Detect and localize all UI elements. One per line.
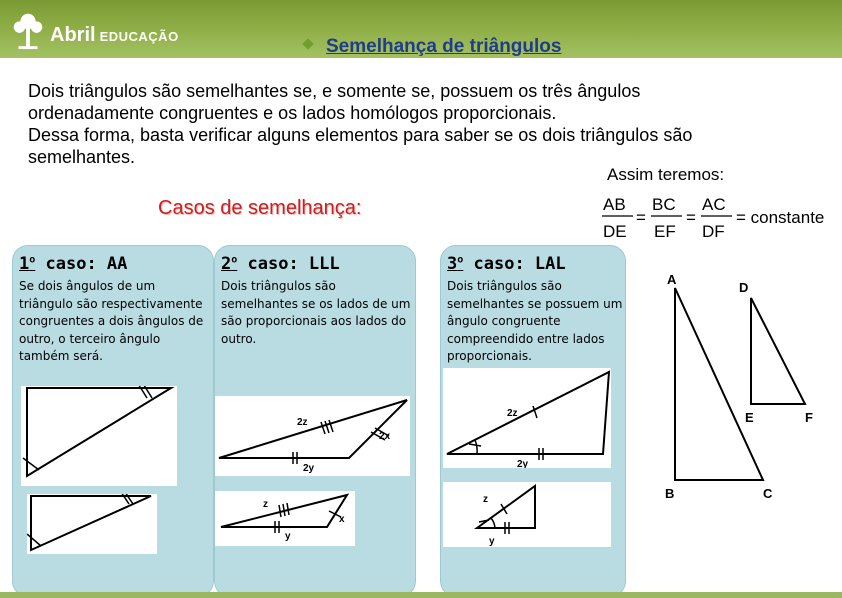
tree-logo-icon: [10, 10, 46, 50]
lal-big-triangle-figure: [443, 368, 611, 468]
vertex-f: F: [805, 410, 813, 425]
abc-def-triangles-figure: [655, 268, 825, 508]
lll-small-label-a: z: [263, 499, 268, 510]
case-card-lal: [440, 245, 626, 597]
formula-f3-den: DF: [702, 222, 725, 241]
formula-f3-num: AC: [702, 195, 726, 214]
case-card-lll: [214, 245, 416, 597]
vertex-b: B: [665, 486, 675, 501]
case-title: 1$^o$ caso: AA: [19, 254, 128, 274]
lll-small-label-b: x: [339, 514, 345, 525]
lll-small-label-c: y: [285, 531, 291, 542]
brand-name: Abril: [50, 24, 96, 46]
case-text: Dois triângulos são semelhantes se os lados de um são proporcionais aos lados do outro.: [221, 279, 411, 346]
formula-f2-den: EF: [654, 222, 676, 241]
header-stripe: [0, 58, 842, 64]
formula-eq: =: [636, 208, 646, 227]
vertex-e: E: [745, 410, 754, 425]
formula-f1-den: DE: [603, 222, 627, 241]
vertex-d: D: [739, 280, 749, 295]
lll-big-label-a: 2z: [297, 417, 308, 428]
assim-text: Assim teremos:: [607, 165, 725, 184]
case-card-aa: [12, 245, 214, 597]
intro-line: semelhantes.: [28, 147, 136, 167]
brand-logo: [50, 24, 179, 47]
formula-eq: =: [686, 208, 696, 227]
intro-line: Dessa forma, basta verificar alguns elementos para saber se os dois triângulos são: [28, 125, 693, 145]
aa-small-triangle-figure: [27, 494, 157, 554]
casos-title: Casos de semelhança:: [158, 197, 362, 219]
lal-small-triangle-figure: [443, 482, 611, 547]
case-title: 2$^o$ caso: LLL: [221, 254, 340, 274]
lll-big-triangle-figure: [215, 396, 410, 476]
vertex-a: A: [667, 272, 677, 287]
lal-big-label-a: 2z: [507, 408, 518, 419]
intro-line: Dois triângulos são semelhantes se, e somente se, possuem os três ângulos: [28, 81, 641, 101]
aa-big-triangle-figure: [21, 386, 177, 486]
brand-sub: EDUCAÇÃO: [99, 29, 179, 44]
lll-big-label-b: 2x: [379, 431, 391, 442]
lll-small-triangle-figure: [215, 491, 355, 546]
formula-f2-num: BC: [652, 195, 676, 214]
formula-result: = constante: [736, 208, 825, 227]
lll-big-label-c: 2y: [303, 463, 315, 474]
intro-line: ordenadamente congruentes e os lados homólogos proporcionais.: [28, 103, 557, 123]
lal-big-label-c: 2y: [517, 459, 529, 468]
lal-small-label-c: y: [489, 536, 495, 547]
case-text: Se dois ângulos de um triângulo são respectivamente congruentes a dois ângulos de outro, o terceiro ângulo também será.: [19, 279, 204, 363]
bottom-stripe: [0, 592, 842, 598]
vertex-c: C: [763, 486, 773, 501]
page-title: Semelhança de triângulos: [326, 36, 562, 57]
lal-small-label-a: z: [483, 494, 488, 505]
case-text: Dois triângulos são semelhantes se possuem um ângulo congruente compreendido entre lados proporcionais.: [447, 279, 623, 363]
proportion-formula: [600, 190, 840, 245]
case-title: 3$^o$ caso: LAL: [447, 254, 566, 274]
intro-text: [28, 80, 808, 168]
formula-f1-num: AB: [603, 195, 626, 214]
